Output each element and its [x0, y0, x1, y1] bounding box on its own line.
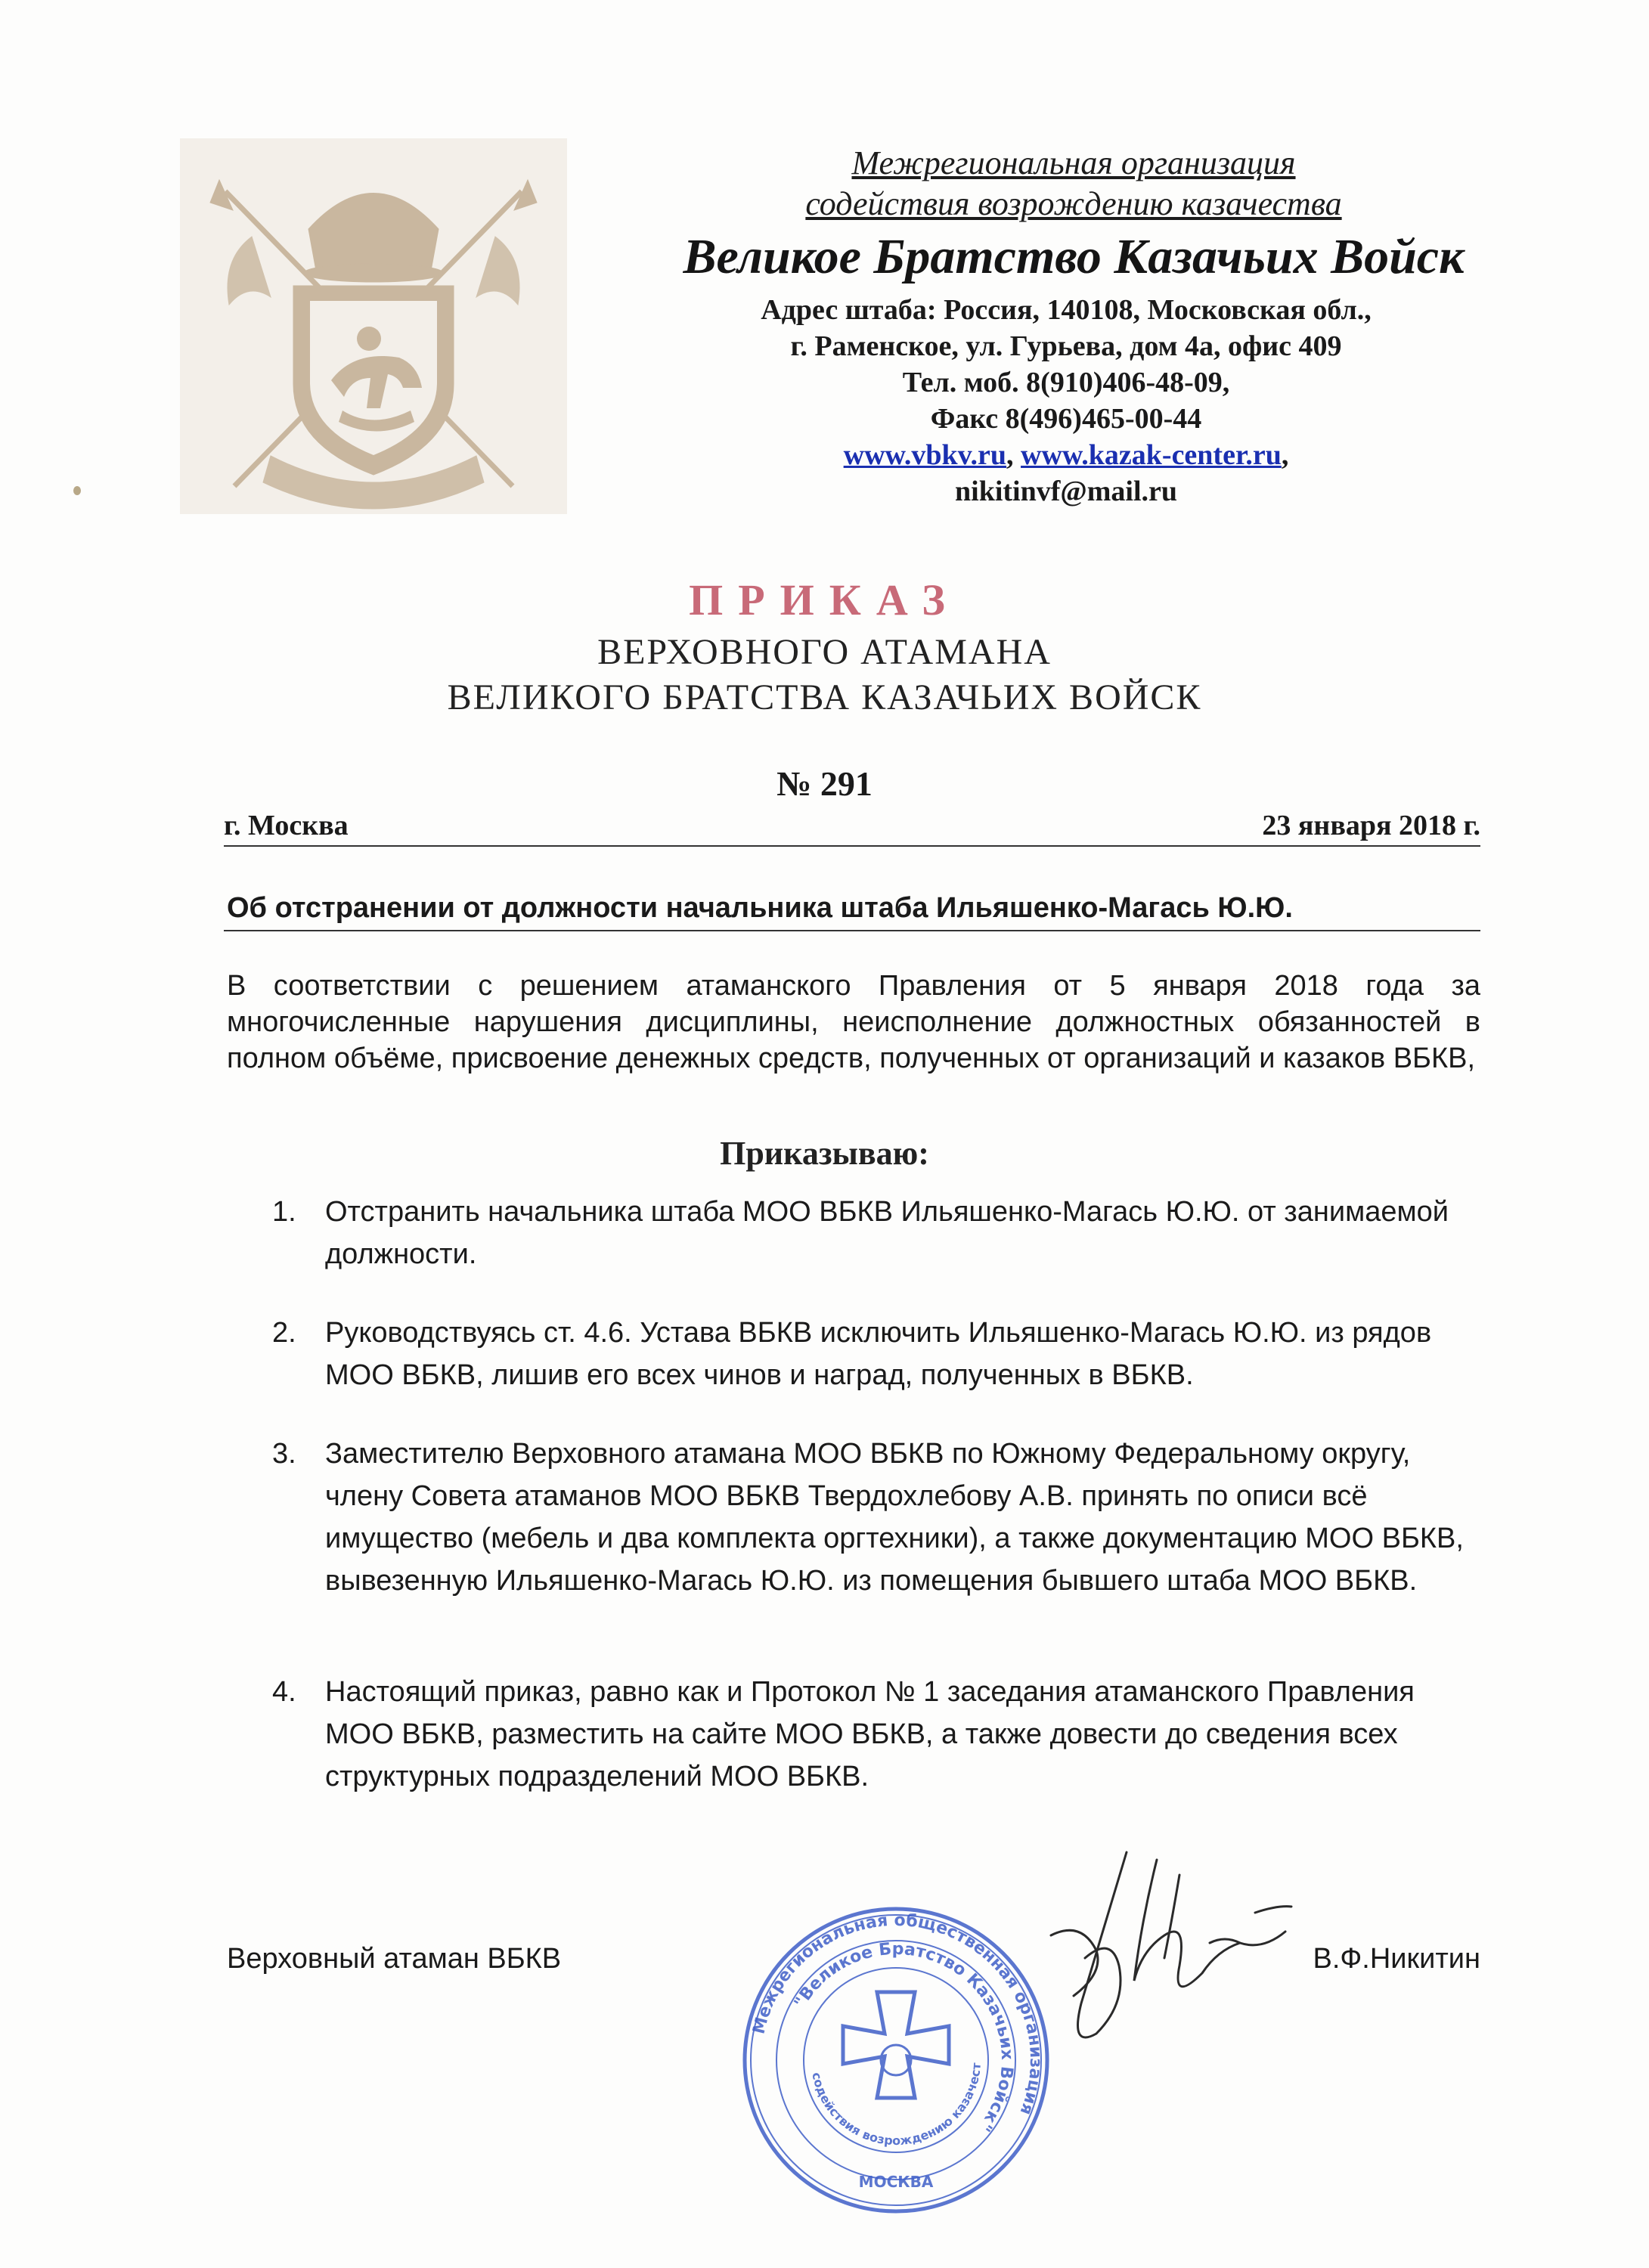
document-type-title: ПРИКАЗ: [689, 575, 960, 624]
subject-divider: [224, 930, 1480, 931]
fax-line: Факс 8(496)465-00-44: [930, 403, 1202, 435]
org-subtitle-line-1: Межрегиональная организация: [851, 144, 1296, 181]
issuer-title-line-1: ВЕРХОВНОГО АТАМАНА: [597, 632, 1052, 672]
website-link-kazak-center[interactable]: www.kazak-center.ru: [1021, 439, 1282, 471]
stamp-middle-text: "Великое Братство Казачьих Войск": [790, 1939, 1017, 2135]
item-number: 3.: [272, 1438, 296, 1470]
item-number: 1.: [272, 1196, 296, 1228]
stamp-inner-text: содействия возрождению казачест: [809, 2062, 984, 2149]
websites-line: www.vbkv.ru, www.kazak-center.ru,: [843, 439, 1289, 471]
address-line-2: г. Раменское, ул. Гурьева, дом 4а, офис 409: [790, 330, 1342, 362]
org-name: Великое Братство Казачьих Войск: [683, 229, 1465, 284]
coat-of-arms-emblem: [180, 138, 567, 514]
handwritten-signature: [1006, 1845, 1293, 2109]
item-number: 2.: [272, 1317, 296, 1349]
emblem-graphic: [180, 138, 567, 514]
stamp-outer-text: Межрегиональная общественная организация: [749, 1910, 1046, 2118]
stamp-city: МОСКВА: [858, 2173, 934, 2191]
item-text: Заместителю Верховного атамана МОО ВБКВ по Южному Федеральному округу, члену Совета атаманов МОО ВБКВ Твердохлебову А.В. принять по описи всё имущество (мебель и два комплекта оргтехники), а также документацию МОО ВБКВ, вывезенную Ильяшенко-Магась Ю.Ю. из помещения бывшего штаба МОО ВБКВ.: [325, 1438, 1464, 1597]
address-line-1: Адрес штаба: Россия, 140108, Московская обл.,: [761, 294, 1372, 326]
item-text: Отстранить начальника штаба МОО ВБКВ Ильяшенко-Магась Ю.Ю. от занимаемой должности.: [325, 1196, 1449, 1270]
item-text: Руководствуясь ст. 4.6. Устава ВБКВ исключить Ильяшенко-Магась Ю.Ю. из рядов МОО ВБКВ, лишив его всех чинов и наград, полученных в ВБКВ.: [325, 1317, 1432, 1391]
signatory-name: В.Ф.Никитин: [1313, 1943, 1480, 1975]
email-line: nikitinvf@mail.ru: [955, 476, 1177, 507]
header-divider: [224, 845, 1480, 847]
paper-speck: [73, 486, 81, 495]
item-text: Настоящий приказ, равно как и Протокол № 1 заседания атаманского Правления МОО ВБКВ, разместить на сайте МОО ВБКВ, а также довести до сведения всех структурных подразделений МОО ВБКВ.: [325, 1676, 1415, 1792]
issue-date: 23 января 2018 г.: [1262, 810, 1480, 841]
item-number: 4.: [272, 1676, 296, 1708]
issuer-title-line-2: ВЕЛИКОГО БРАТСТВА КАЗАЧЬИХ ВОЙСК: [447, 677, 1202, 717]
org-subtitle-line-2: содействия возрождению казачества: [805, 185, 1342, 222]
preamble-paragraph: В соответствии с решением атаманского Правления от 5 января 2018 года за многочисленные нарушения дисциплины, неисполнение должностных обязанностей в полном объёме, присвоение денежных средств, полученных от организаций и казаков ВБКВ,: [227, 970, 1480, 1074]
phone-line: Тел. моб. 8(910)406-48-09,: [902, 367, 1230, 398]
website-link-vbkv[interactable]: www.vbkv.ru: [843, 439, 1007, 471]
order-number: № 291: [776, 764, 873, 803]
order-subject: Об отстранении от должности начальника штаба Ильяшенко-Магась Ю.Ю.: [227, 892, 1293, 924]
signatory-position: Верховный атаман ВБКВ: [227, 1943, 562, 1975]
order-directive-word: Приказываю:: [720, 1135, 929, 1172]
signature-strokes: [1006, 1845, 1293, 2109]
issue-place: г. Москва: [224, 810, 349, 841]
